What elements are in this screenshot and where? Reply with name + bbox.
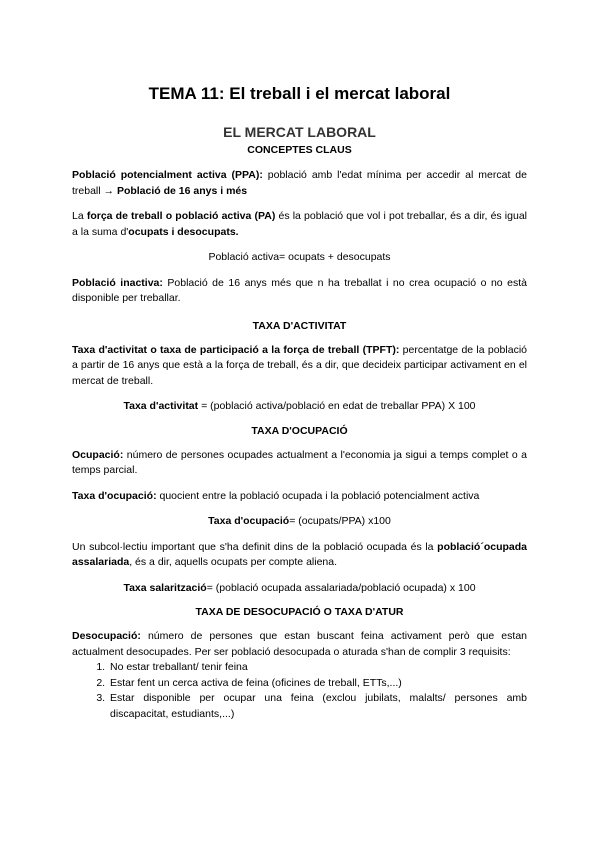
- pa-formula: Població activa= ocupats + desocupats: [208, 251, 391, 263]
- ocupacio-formula: [72, 514, 527, 530]
- ocupacio-formula-term: Taxa d'ocupació: [208, 515, 290, 527]
- ocupacio-formula-text: = (ocupats/PPA) x100: [289, 515, 391, 527]
- ocupacio-term: Ocupació:: [72, 448, 124, 461]
- taxa-ocupacio-term: Taxa d'ocupació:: [72, 489, 157, 502]
- list-item: 1. No estar treballant/ tenir feina: [108, 660, 527, 676]
- ocupacio-definition: [72, 448, 527, 479]
- list-item: 2. Estar fent un cerca activa de feina (oficines de treball, ETTs,...): [108, 676, 527, 692]
- desocupacio-term: Desocupació:: [72, 630, 141, 642]
- list-item: 3. Estar disponible per ocupar una feina (exclou jubilats, malalts/ persones amb discapacitat, estudiants,...): [108, 691, 527, 722]
- activitat-formula-text: = (població activa/població en edat de treballar PPA) X 100: [198, 400, 476, 412]
- pa-definition: [72, 209, 527, 240]
- pa-lead: La: [72, 210, 87, 222]
- page-title: TEMA 11: El treball i el mercat laboral: [148, 84, 451, 103]
- section-subtitle: EL MERCAT LABORAL: [223, 124, 376, 140]
- activitat-formula-term: Taxa d'activitat: [123, 400, 199, 412]
- taxa-ocupacio-text: quocient entre la població ocupada i la població potencialment activa: [156, 489, 480, 502]
- ppa-text: població amb l'edat mínima per accedir al mercat de treball →: [72, 169, 527, 197]
- activitat-text: percentatge de la població a partir de 16 anys que està a la força de treball, és a dir, que decideix participar activament en el mercat de treball.: [72, 343, 527, 387]
- assalariada-text-end: , és a dir, aquells ocupats per compte aliena.: [129, 556, 338, 568]
- document-page: [72, 84, 527, 722]
- pa-bold: ocupats i desocupats.: [128, 225, 239, 238]
- heading-activitat: TAXA D'ACTIVITAT: [252, 319, 347, 332]
- ppa-bold: Població de 16 anys i més: [116, 184, 248, 197]
- ppa-definition: [72, 168, 527, 199]
- heading-ocupacio: TAXA D'OCUPACIÓ: [251, 424, 348, 437]
- activitat-term: Taxa d'activitat o taxa de participació a la força de treball (TPFT):: [72, 343, 400, 356]
- pa-text: és la població que vol i pot treballar, és a dir, és igual a la suma d': [72, 210, 527, 238]
- salaritzacio-text: = (població ocupada assalariada/població ocupada) x 100: [206, 581, 476, 594]
- activitat-formula: [72, 399, 527, 415]
- taxa-ocupacio-definition: [72, 489, 527, 505]
- ocupacio-text: número de persones ocupades actualment a l'economia ja sigui a temps complet o a temps parcial.: [72, 448, 527, 476]
- inactiva-term: Població inactiva:: [72, 276, 163, 289]
- inactiva-text: Població de 16 anys més que n ha treballat i no crea ocupació o no està disponible per treballar.: [72, 276, 527, 304]
- salaritzacio-formula: [72, 581, 527, 597]
- assalariada-paragraph: [72, 540, 527, 571]
- desocupacio-text: número de persones que estan buscant feina activament però que estan actualment desocupades. Per ser població desocupada o aturada s'han de complir 3 requisits:: [72, 630, 527, 658]
- ppa-term: Població potencialment activa (PPA):: [72, 169, 263, 181]
- heading-conceptes: CONCEPTES CLAUS: [247, 144, 352, 156]
- pa-term: força de treball o població activa (PA): [86, 210, 276, 222]
- inactiva-definition: [72, 276, 527, 307]
- assalariada-text: Un subcol·lectiu important que s'ha definit dins de la població ocupada és la: [72, 540, 438, 553]
- activitat-definition: [72, 343, 527, 390]
- assalariada-bold: població´ocupada assalariada: [72, 540, 527, 568]
- heading-desocupacio: TAXA DE DESOCUPACIÓ O TAXA D'ATUR: [195, 606, 404, 618]
- desocupacio-definition: [72, 629, 527, 660]
- requisits-list: [72, 660, 527, 722]
- salaritzacio-term: Taxa salarització: [123, 581, 207, 594]
